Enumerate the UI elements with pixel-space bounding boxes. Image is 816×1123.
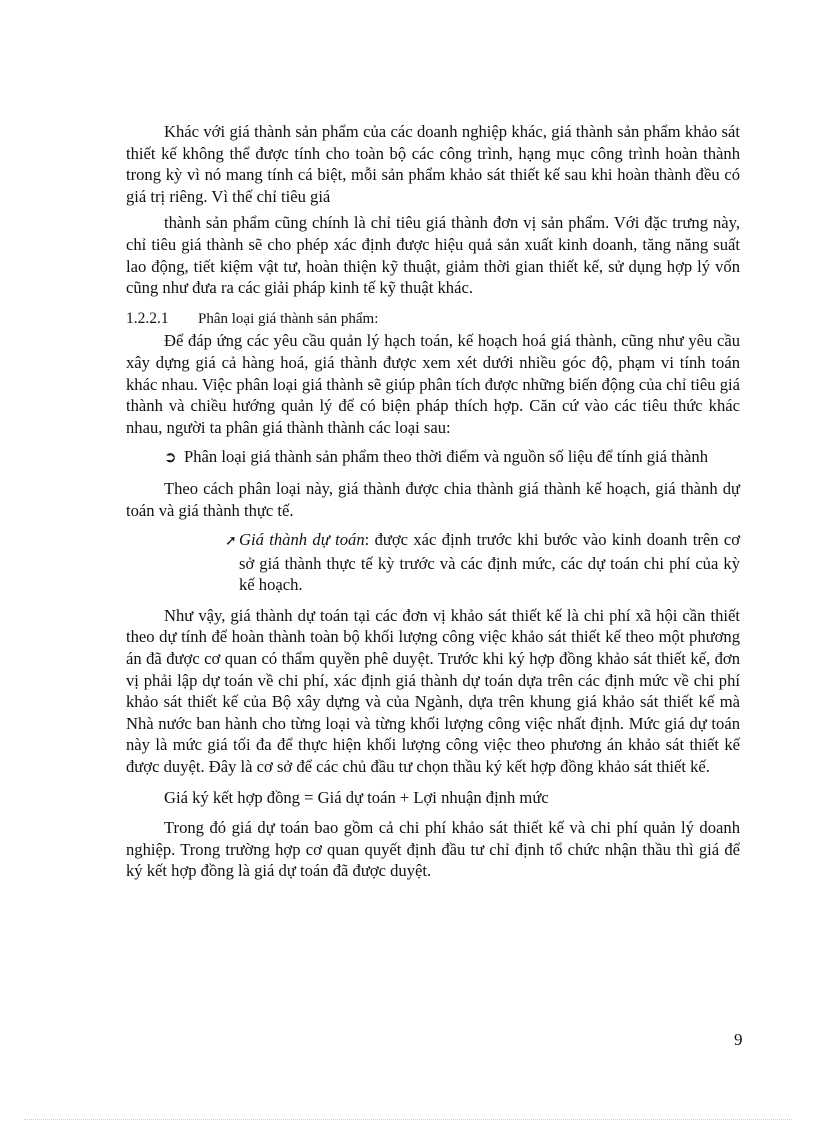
paragraph-conclusion: Trong đó giá dự toán bao gồm cả chi phí khảo sát thiết kế và chi phí quản lý doanh nghiệp. Trong trường hợp cơ quan quyết định đầu tư chỉ định tổ chức nhận thầu thì giá để ký kết hợp đồng là giá dự toán đã được duyệt. xyxy=(126,818,740,881)
paragraph-estimated-cost-detail: Như vậy, giá thành dự toán tại các đơn vị khảo sát thiết kế là chi phí xã hội cần thiết theo dự tính để hoàn thành toàn bộ khối lượng công việc khảo sát thiết kế theo một phương án đã được cơ quan có thẩm quyền phê duyệt. Trước khi ký hợp đồng khảo sát thiết kế, đơn vị phải lập dự toán về chi phí, xác định giá thành dự toán dựa trên các định mức về chi phí khảo sát thiết kế của Bộ xây dựng và của Ngành, dựa trên khung giá khảo sát thiết kế mà Nhà nước ban hành cho từng loại và từng khối lượng công việc nhất định. Mức giá dự toán này là mức giá tối đa để thực hiện khối lượng công việc theo phương án khảo sát thiết kế được duyệt. Đây là cơ sở để các chủ đầu tư chọn thầu ký kết hợp đồng khảo sát thiết kế. xyxy=(126,605,740,777)
bullet-definition: : được xác định trước khi bước vào kinh doanh trên cơ sở giá thành thực tế kỳ trước và các định mức, các dự toán chi phí của kỳ kế hoạch. xyxy=(239,530,741,595)
formula-contract-price: Giá ký kết hợp đồng = Giá dự toán + Lợi nhuận định mức xyxy=(164,787,549,807)
page-content xyxy=(126,121,740,882)
section-heading xyxy=(126,308,740,331)
page-number: 9 xyxy=(734,1030,743,1049)
bullet-text: Phân loại giá thành sản phẩm theo thời điểm và nguồn số liệu để tính giá thành xyxy=(184,447,709,467)
bullet-classification-by-time xyxy=(126,446,740,469)
section-title: Phân loại giá thành sản phẩm: xyxy=(198,310,379,327)
section-number: 1.2.2.1 xyxy=(126,309,169,327)
bullet-term: Giá thành dự toán xyxy=(239,530,365,550)
paragraph-intro: Khác với giá thành sản phẩm của các doanh nghiệp khác, giá thành sản phẩm khảo sát thiết kế không thể được tính cho toàn bộ các công trình, hạng mục công trình hoàn thành trong kỳ vì nó mang tính cá biệt, mỗi sản phẩm khảo sát thiết kế sau khi hoàn thành đều có giá trị riêng. Vì thế chỉ tiêu giá xyxy=(126,122,740,206)
bullet-estimated-cost xyxy=(126,529,740,596)
paragraph-types: Theo cách phân loại này, giá thành được chia thành giá thành kế hoạch, giá thành dự toán và giá thành thực tế. xyxy=(126,478,740,520)
paragraph-characteristics: thành sản phẩm cũng chính là chỉ tiêu giá thành đơn vị sản phẩm. Với đặc trưng này, chỉ tiêu giá thành sẽ cho phép xác định được hiệu quả sản xuất kinh doanh, tăng năng suất lao động, tiết kiệm vật tư, hoàn thiện kỹ thuật, giảm thời gian thiết kế, sử dụng hợp lý vốn cũng như đưa ra các giải pháp kinh tế kỹ thuật khác. xyxy=(126,213,740,298)
page-bottom-divider xyxy=(24,1119,792,1120)
paragraph-classification: Để đáp ứng các yêu cầu quản lý hạch toán, kế hoạch hoá giá thành, cũng như yêu cầu xây dựng giá cả hàng hoá, giá thành được xem xét dưới nhiều góc độ, phạm vi tính toán khác nhau. Việc phân loại giá thành sẽ giúp phân tích được những biến động của chỉ tiêu giá thành và chiều hướng quản lý để có biện pháp thích hợp. Căn cứ vào các tiêu thức khác nhau, người ta phân giá thành thành các loại sau: xyxy=(126,331,740,437)
arrow-bullet-icon: ➲ xyxy=(164,448,177,467)
diagonal-arrow-bullet-icon: ➚ xyxy=(225,533,237,550)
